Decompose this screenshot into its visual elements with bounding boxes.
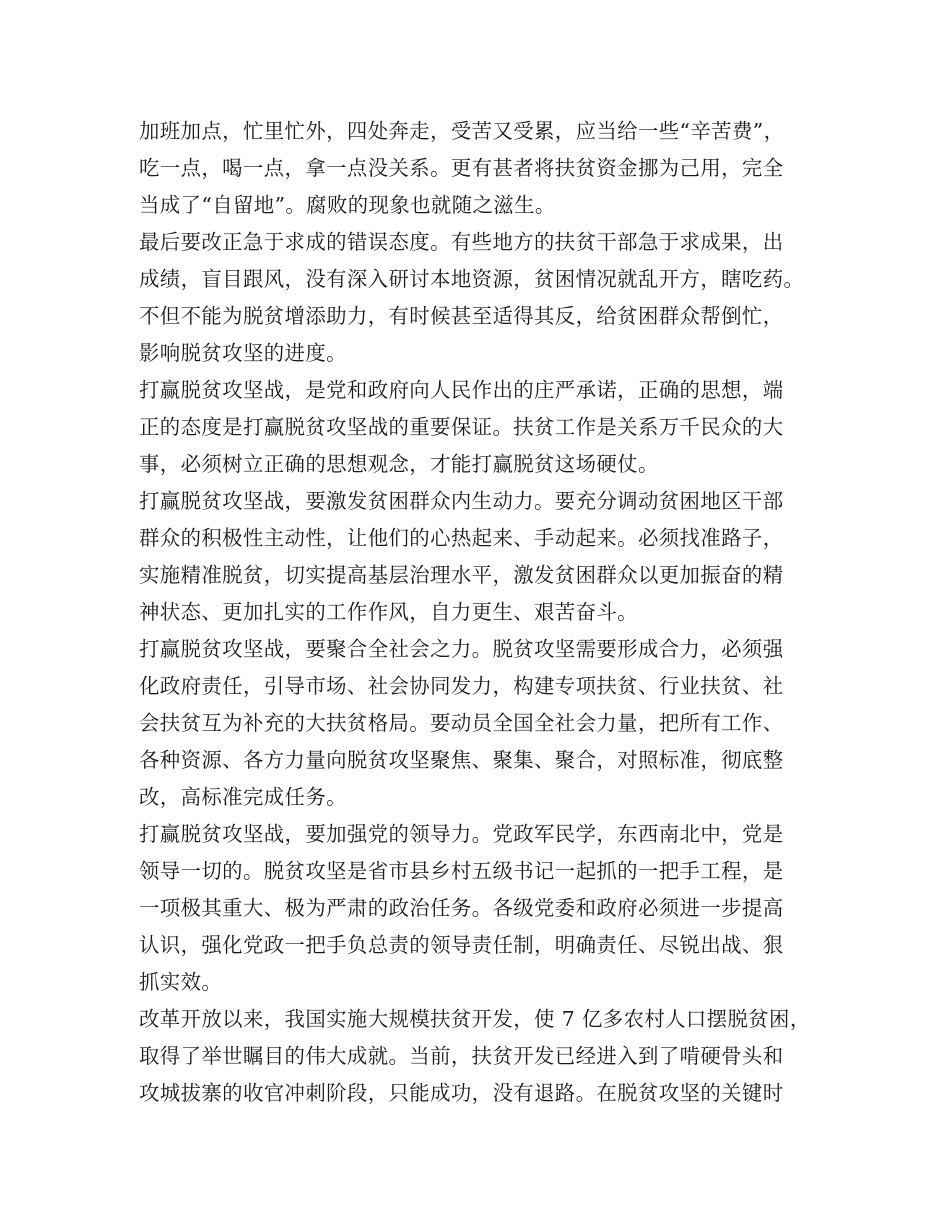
- text-line: 认识，强化党政一把手负总责的领导责任制，明确责任、尽锐出战、狠: [139, 933, 784, 957]
- text-line: 吃一点，喝一点，拿一点没关系。更有甚者将扶贫资金挪为己用，完全: [139, 156, 784, 180]
- text-line: 当成了“自留地”。腐败的现象也就随之滋生。: [139, 193, 556, 217]
- text-line: 抓实效。: [139, 970, 223, 994]
- text-line: 成绩，盲目跟风，没有深入研讨本地资源，贫困情况就乱开方，瞎吃药。: [139, 267, 805, 291]
- text-line: 改革开放以来，我国实施大规模扶贫开发，使 7 亿多农村人口摆脱贫困，: [139, 1007, 811, 1031]
- text-line: 加班加点，忙里忙外，四处奔走，受苦又受累，应当给一些“辛苦费”，: [139, 119, 785, 143]
- text-line: 群众的积极性主动性，让他们的心热起来、手动起来。必须找准路子，: [139, 526, 784, 550]
- text-line: 一项极其重大、极为严肃的政治任务。各级党委和政府必须进一步提高: [139, 896, 784, 920]
- text-line: 化政府责任，引导市场、社会协同发力，构建专项扶贫、行业扶贫、社: [139, 674, 784, 698]
- text-line: 打赢脱贫攻坚战，要加强党的领导力。党政军民学，东西南北中，党是: [139, 822, 784, 846]
- text-line: 事，必须树立正确的思想观念，才能打赢脱贫这场硬仗。: [139, 452, 659, 476]
- text-line: 会扶贫互为补充的大扶贫格局。要动员全国全社会力量，把所有工作、: [139, 711, 784, 735]
- text-line: 实施精准脱贫，切实提高基层治理水平，激发贫困群众以更加振奋的精: [139, 563, 784, 587]
- text-line: 取得了举世瞩目的伟大成就。当前，扶贫开发已经进入到了啃硬骨头和: [139, 1044, 784, 1068]
- document-body: [139, 113, 819, 1112]
- text-line: 神状态、更加扎实的工作作风，自力更生、艰苦奋斗。: [139, 600, 638, 624]
- text-line: 各种资源、各方力量向脱贫攻坚聚焦、聚集、聚合，对照标准，彻底整: [139, 748, 784, 772]
- text-line: 改，高标准完成任务。: [139, 785, 347, 809]
- text-line: 最后要改正急于求成的错误态度。有些地方的扶贫干部急于求成果，出: [139, 230, 784, 254]
- text-line: 攻城拔寨的收官冲刺阶段，只能成功，没有退路。在脱贫攻坚的关键时: [139, 1081, 784, 1105]
- text-line: 影响脱贫攻坚的进度。: [139, 341, 347, 365]
- text-line: 打赢脱贫攻坚战，是党和政府向人民作出的庄严承诺，正确的思想，端: [139, 378, 784, 402]
- text-line: 打赢脱贫攻坚战，要激发贫困群众内生动力。要充分调动贫困地区干部: [139, 489, 784, 513]
- text-line: 不但不能为脱贫增添助力，有时候甚至适得其反，给贫困群众帮倒忙，: [139, 304, 784, 328]
- text-line: 领导一切的。脱贫攻坚是省市县乡村五级书记一起抓的一把手工程，是: [139, 859, 784, 883]
- text-line: 正的态度是打赢脱贫攻坚战的重要保证。扶贫工作是关系万千民众的大: [139, 415, 784, 439]
- text-line: 打赢脱贫攻坚战，要聚合全社会之力。脱贫攻坚需要形成合力，必须强: [139, 637, 784, 661]
